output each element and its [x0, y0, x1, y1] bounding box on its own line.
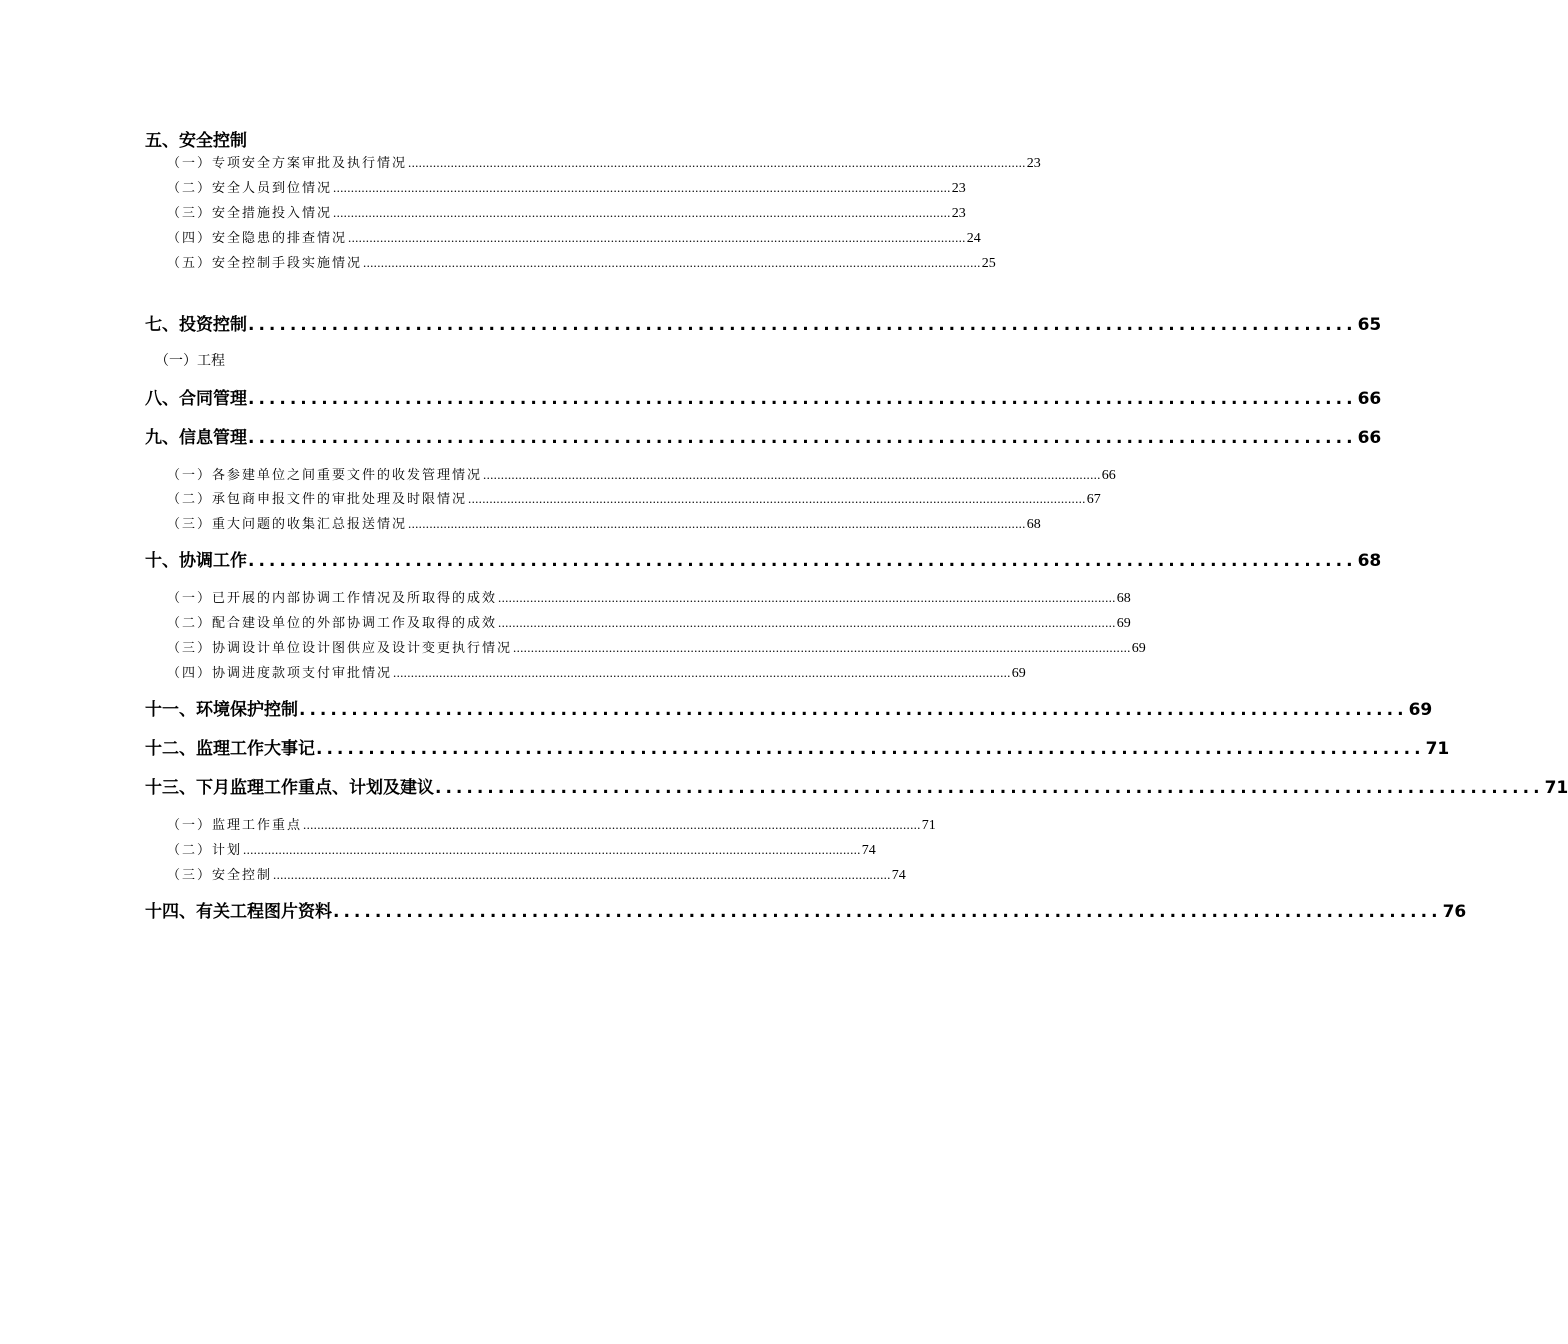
toc-heading-safety: [145, 126, 806, 151]
toc-entry-label: （二）承包商申报文件的审批处理及时限情况: [167, 492, 468, 507]
toc-entry-label: （三）协调设计单位设计图供应及设计变更执行情况: [167, 641, 513, 656]
toc-entry-label: （四）协调进度款项支付审批情况: [167, 666, 393, 681]
toc-page-number: 71: [1544, 778, 1568, 798]
toc-entry-label: （二）配合建设单位的外部协调工作及取得的成效: [167, 616, 498, 631]
dot-leader: ..........................................................................................................: [248, 315, 1357, 335]
toc-page-number: 23: [951, 181, 966, 196]
toc-page-number: 69: [1011, 666, 1026, 681]
toc-entry-label: （五）安全控制手段实施情况: [167, 256, 363, 271]
toc-heading[interactable]: [145, 897, 1467, 922]
toc-heading[interactable]: [145, 546, 1382, 571]
toc-entry[interactable]: [145, 464, 1116, 484]
dot-leader: ..............................................................................................................................................................................: [363, 255, 981, 270]
toc-page-number: 66: [1357, 389, 1382, 409]
toc-heading-label: 十二、监理工作大事记: [145, 739, 315, 759]
toc-heading[interactable]: [145, 773, 1568, 798]
toc-entry-label: （三）安全措施投入情况: [167, 206, 333, 221]
dot-leader: ..............................................................................................................................................................................: [273, 867, 891, 882]
dot-leader: ..............................................................................................................................................................................: [498, 590, 1116, 605]
dot-leader: ..............................................................................................................................................................................: [498, 615, 1116, 630]
toc-page-number: 25: [981, 256, 996, 271]
toc-page-number: 66: [1101, 468, 1116, 483]
toc-page-number: 68: [1116, 591, 1131, 606]
toc-heading[interactable]: [145, 734, 1450, 759]
toc-entry[interactable]: [145, 488, 1101, 508]
toc-entry[interactable]: [145, 612, 1131, 632]
toc-entry[interactable]: [145, 202, 966, 222]
toc-entry[interactable]: [145, 864, 906, 884]
toc-heading[interactable]: [145, 695, 1433, 720]
toc-page-number: 69: [1116, 616, 1131, 631]
dot-leader: ..........................................................................................................: [248, 389, 1357, 409]
toc-page-number: 66: [1357, 428, 1382, 448]
dot-leader: ..............................................................................................................................................................................: [333, 180, 951, 195]
toc-heading-label: 九、信息管理: [145, 428, 247, 448]
toc-heading-label: 十、协调工作: [145, 551, 247, 571]
dot-leader: ..............................................................................................................................................................................: [408, 155, 1026, 170]
toc-heading-label: 七、投资控制: [145, 315, 247, 335]
toc-page-number: 65: [1357, 315, 1382, 335]
toc-page-number: 69: [1408, 700, 1433, 720]
dot-leader: ..........................................................................................................: [248, 551, 1357, 571]
dot-leader: ..............................................................................................................................................................................: [468, 491, 1086, 506]
toc-entry[interactable]: [145, 587, 1131, 607]
toc-entry-label: （一）工程: [155, 353, 225, 369]
dot-leader: ..............................................................................................................................................................................: [393, 665, 1011, 680]
toc-heading[interactable]: [145, 423, 1382, 448]
toc-page-number: 68: [1357, 551, 1382, 571]
toc-entry[interactable]: [145, 662, 1026, 682]
toc-page-number: 71: [1425, 739, 1450, 759]
dot-leader: ..............................................................................................................................................................................: [483, 467, 1101, 482]
dot-leader: ..........................................................................................................: [316, 739, 1425, 759]
toc-page-number: 23: [951, 206, 966, 221]
toc-heading-label: 十一、环境保护控制: [145, 700, 298, 720]
toc-page-number: 68: [1026, 517, 1041, 532]
toc-heading-label: 五、安全控制: [145, 131, 247, 151]
dot-leader: ..........................................................................................................: [435, 778, 1544, 798]
toc-entry-label: （一）各参建单位之间重要文件的收发管理情况: [167, 468, 483, 483]
toc-entry-label: （二）安全人员到位情况: [167, 181, 333, 196]
toc-entry-label: （一）专项安全方案审批及执行情况: [167, 156, 408, 171]
toc-entry[interactable]: [145, 252, 996, 272]
dot-leader: ..............................................................................................................................................................................: [513, 640, 1131, 655]
toc-entry[interactable]: [145, 177, 966, 197]
toc-entry-label: （一）已开展的内部协调工作情况及所取得的成效: [167, 591, 498, 606]
dot-leader: ..............................................................................................................................................................................: [348, 230, 966, 245]
toc-page-number: 74: [891, 868, 906, 883]
dot-leader: ..............................................................................................................................................................................: [303, 817, 921, 832]
toc-page-number: 67: [1086, 492, 1101, 507]
toc-entry-label: （一）监理工作重点: [167, 818, 303, 833]
toc-entry-label: （三）安全控制: [167, 868, 273, 883]
toc-entry[interactable]: [145, 227, 981, 247]
toc-page-number: 76: [1442, 902, 1467, 922]
toc-heading[interactable]: [145, 310, 1382, 335]
toc-page-number: 24: [966, 231, 981, 246]
toc-page-number: 74: [861, 843, 876, 858]
dot-leader: ..............................................................................................................................................................................: [333, 205, 951, 220]
toc-entry[interactable]: [145, 152, 1041, 172]
toc-entry[interactable]: [145, 637, 1146, 657]
toc-entry-label: （二）计划: [167, 843, 243, 858]
toc-heading-label: 十四、有关工程图片资料: [145, 902, 332, 922]
toc-entry-label: （四）安全隐患的排查情况: [167, 231, 348, 246]
toc-heading-label: 八、合同管理: [145, 389, 247, 409]
dot-leader: ..........................................................................................................: [248, 428, 1357, 448]
toc-page-number: 69: [1131, 641, 1146, 656]
dot-leader: ..........................................................................................................: [299, 700, 1408, 720]
toc-entry-plain[interactable]: [155, 350, 816, 370]
dot-leader: ..........................................................................................................: [333, 902, 1442, 922]
toc-entry[interactable]: [145, 513, 1041, 533]
toc-page-number: 71: [921, 818, 936, 833]
toc-heading-label: 十三、下月监理工作重点、计划及建议: [145, 778, 434, 798]
toc-entry[interactable]: [145, 814, 936, 834]
toc-entry[interactable]: [145, 839, 876, 859]
dot-leader: ..............................................................................................................................................................................: [243, 842, 861, 857]
toc-heading[interactable]: [145, 384, 1382, 409]
toc-entry-label: （三）重大问题的收集汇总报送情况: [167, 517, 408, 532]
toc-page-number: 23: [1026, 156, 1041, 171]
dot-leader: ..............................................................................................................................................................................: [408, 516, 1026, 531]
